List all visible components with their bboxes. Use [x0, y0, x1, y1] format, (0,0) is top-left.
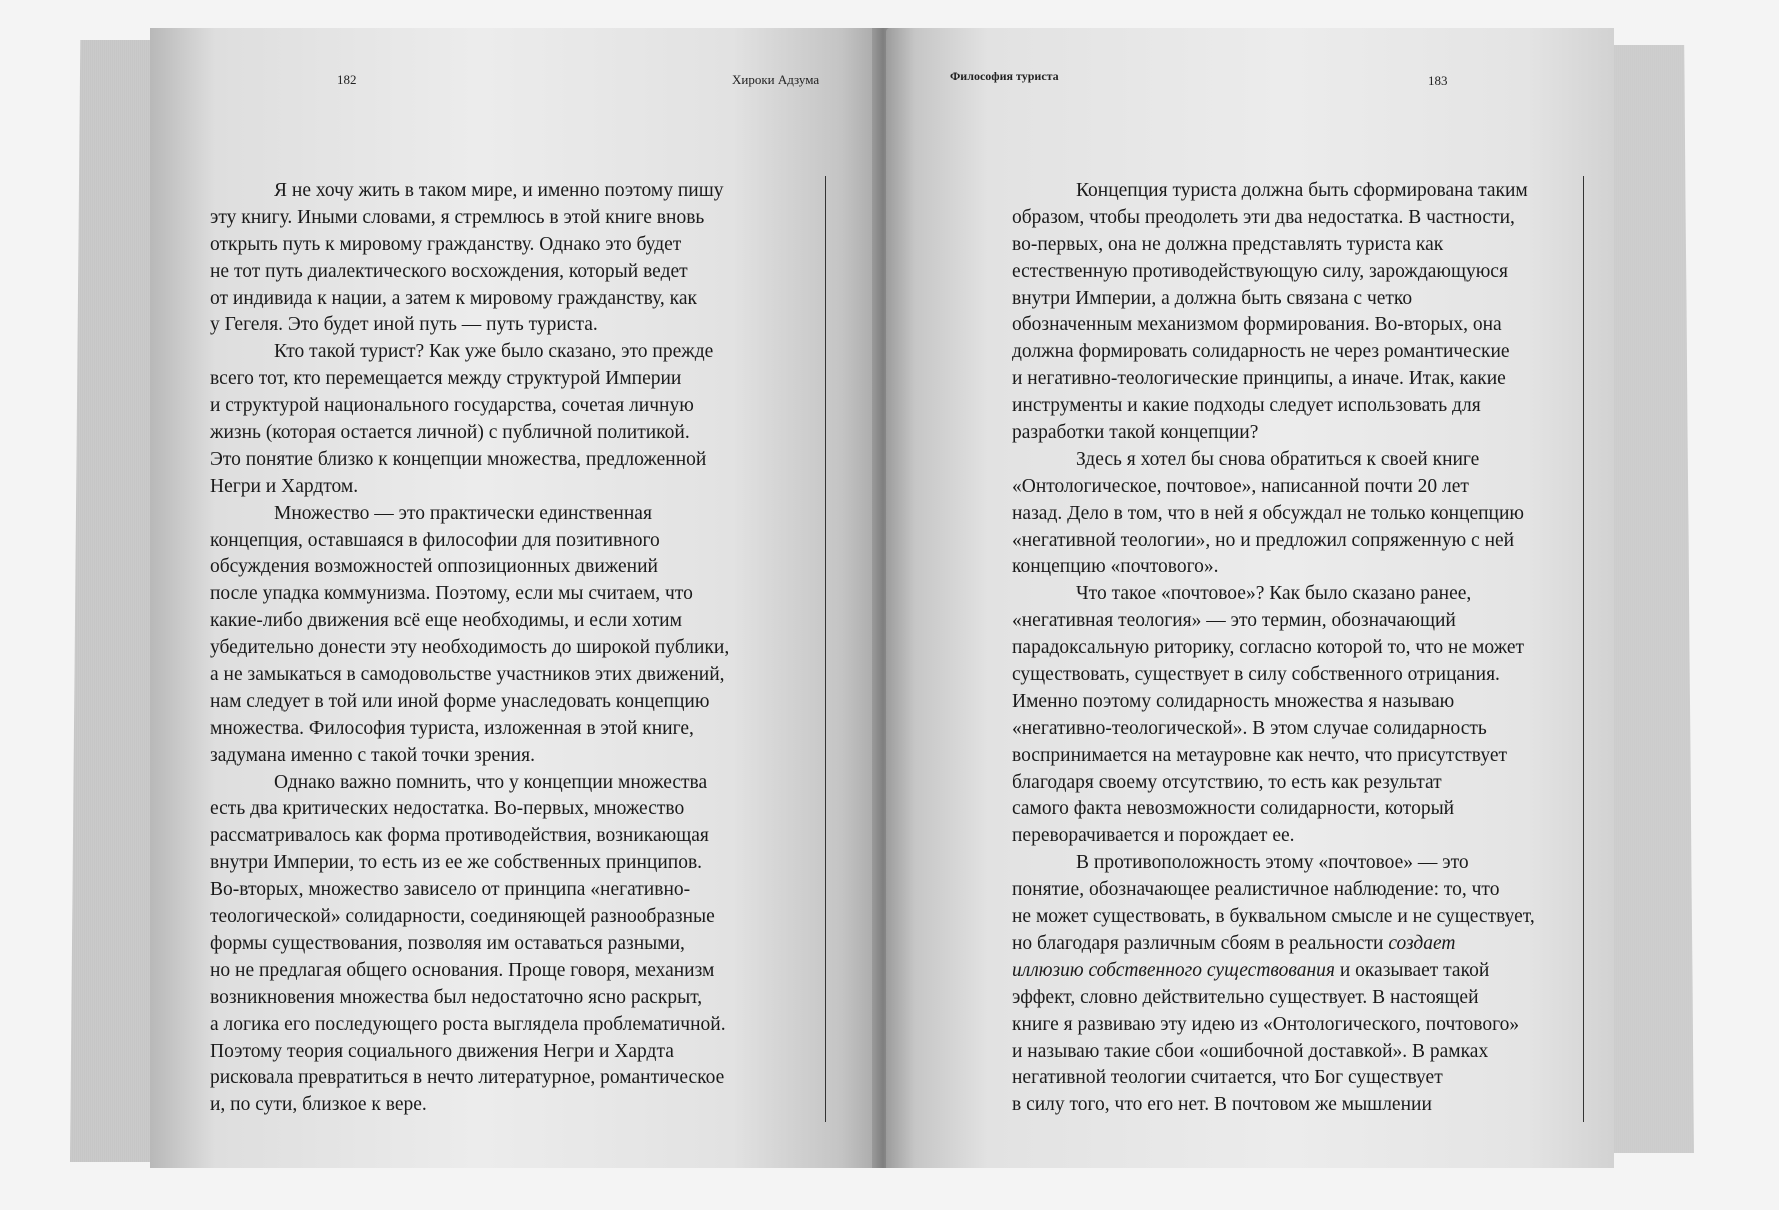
text-line — [1012, 312, 1552, 339]
text-line-content: негативной теологии считается, что Бог существует — [1012, 1067, 1443, 1089]
text-line — [1012, 1039, 1552, 1066]
text-line-content: самого факта невозможности солидарности, который — [1012, 798, 1455, 820]
right-page-body — [1012, 178, 1552, 1119]
text-line — [210, 178, 750, 205]
text-line — [210, 635, 750, 662]
text-line — [210, 286, 750, 313]
text-line — [210, 716, 750, 743]
right-page-stack-edge — [1612, 45, 1694, 1153]
text-line-content: теологической» солидарности, соединяющей разнообразные — [210, 906, 715, 928]
text-line-content: и называю такие сбои «ошибочной доставкой». В рамках — [1012, 1040, 1489, 1062]
text-line — [1012, 205, 1552, 232]
text-line-content: формы существования, позволяя им оставаться разными, — [210, 932, 685, 954]
text-line — [1012, 904, 1552, 931]
text-line — [210, 339, 750, 366]
text-line-content: Здесь я хотел бы снова обратиться к своей книге — [1076, 448, 1480, 470]
text-line — [1012, 635, 1552, 662]
text-line — [210, 1092, 750, 1119]
text-line-content: эту книгу. Иными словами, я стремлюсь в этой книге вновь — [210, 206, 705, 228]
text-line-content: существовать, существует в силу собственного отрицания. — [1012, 664, 1500, 686]
text-line-content: и негативно-теологические принципы, а иначе. Итак, какие — [1012, 368, 1506, 390]
text-line-content: эффект, словно действительно существует. В настоящей — [1012, 986, 1479, 1008]
text-line-content: инструменты и какие подходы следует использовать для — [1012, 395, 1481, 417]
text-line — [1012, 393, 1552, 420]
text-line-content: книге я развиваю эту идею из «Онтологического, почтового» — [1012, 1013, 1520, 1035]
text-line-content: у Гегеля. Это будет иной путь — путь туриста. — [210, 314, 598, 336]
text-line-content: Во-вторых, множество зависело от принципа «негативно- — [210, 879, 691, 901]
text-line — [210, 420, 750, 447]
text-line — [1012, 958, 1552, 985]
text-line — [1012, 501, 1552, 528]
text-line-content: от индивида к нации, а затем к мировому гражданству, как — [210, 287, 697, 309]
text-line-content: Множество — это практически единственная — [274, 502, 652, 524]
text-line — [210, 205, 750, 232]
text-line-content: всего тот, кто перемещается между структурой Империи — [210, 368, 682, 390]
text-line-content: Это понятие близко к концепции множества, предложенной — [210, 448, 707, 470]
text-line — [210, 366, 750, 393]
text-line-content: В противоположность этому «почтовое» — это — [1076, 852, 1469, 874]
right-margin-rule — [1583, 176, 1584, 1122]
text-line — [1012, 770, 1552, 797]
text-line-content: концепцию «почтового». — [1012, 556, 1219, 578]
text-line — [1012, 743, 1552, 770]
text-line — [210, 474, 750, 501]
text-line-content: внутри Империи, а должна быть связана с четко — [1012, 287, 1413, 309]
text-line-content: разработки такой концепции? — [1012, 422, 1259, 444]
text-line — [210, 904, 750, 931]
text-line-content: Я не хочу жить в таком мире, и именно поэтому пишу — [274, 180, 724, 201]
text-line — [210, 608, 750, 635]
right-page — [886, 28, 1614, 1168]
emphasized-text: создает — [1388, 932, 1456, 954]
text-line-content: благодаря своему отсутствию, то есть как результат — [1012, 771, 1442, 793]
text-line-content: обсуждения возможностей оппозиционных движений — [210, 556, 658, 578]
text-line-content: есть два критических недостатка. Во-первых, множество — [210, 798, 685, 820]
text-line — [1012, 985, 1552, 1012]
text-line — [210, 662, 750, 689]
text-line-content: воспринимается на метауровне как нечто, что присутствует — [1012, 744, 1508, 766]
text-line — [210, 958, 750, 985]
text-line-content: должна формировать солидарность не через романтические — [1012, 341, 1510, 363]
text-line-continuation: и оказывает такой — [1334, 959, 1490, 981]
text-line — [1012, 823, 1552, 850]
text-line — [1012, 877, 1552, 904]
text-line-content: понятие, обозначающее реалистичное наблюдение: то, что — [1012, 879, 1500, 901]
text-line-content: не может существовать, в буквальном смысле и не существует, — [1012, 906, 1535, 928]
text-line — [210, 232, 750, 259]
text-line — [210, 743, 750, 770]
text-line-content: Поэтому теория социального движения Негри и Хардта — [210, 1040, 674, 1062]
text-line-content: «негативной теологии», но и предложил сопряженную с ней — [1012, 529, 1515, 551]
text-line — [210, 689, 750, 716]
text-line — [210, 1039, 750, 1066]
text-line — [1012, 1092, 1552, 1119]
text-line-content: рисковала превратиться в нечто литературное, романтическое — [210, 1067, 725, 1089]
right-running-header: Философия туриста — [950, 69, 1059, 83]
text-line-content: и структурой национального государства, сочетая личную — [210, 395, 694, 417]
text-line — [210, 581, 750, 608]
text-line-content: но не предлагая общего основания. Проще говоря, механизм — [210, 959, 715, 981]
text-line — [1012, 474, 1552, 501]
text-line-content: жизнь (которая остается личной) с публичной политикой. — [210, 422, 690, 444]
right-page-number: 183 — [1428, 73, 1448, 88]
text-line — [1012, 1012, 1552, 1039]
text-line-content: Что такое «почтовое»? Как было сказано ранее, — [1076, 583, 1472, 605]
text-line — [210, 501, 750, 528]
text-line — [1012, 554, 1552, 581]
emphasized-text: иллюзию собственного существования — [1012, 959, 1335, 981]
text-line — [1012, 232, 1552, 259]
text-line — [210, 393, 750, 420]
text-line — [210, 1065, 750, 1092]
text-line — [210, 796, 750, 823]
text-line — [1012, 581, 1552, 608]
text-line — [1012, 850, 1552, 877]
text-line — [1012, 420, 1552, 447]
text-line — [1012, 716, 1552, 743]
text-line-content: Негри и Хардтом. — [210, 475, 359, 497]
left-page — [150, 28, 878, 1168]
text-line — [210, 850, 750, 877]
text-line-content: после упадка коммунизма. Поэтому, если мы считаем, что — [210, 583, 693, 605]
text-line — [1012, 366, 1552, 393]
text-line-content: «негативно-теологической». В этом случае солидарность — [1012, 717, 1487, 739]
text-line — [210, 554, 750, 581]
left-margin-rule — [825, 176, 826, 1122]
text-line — [210, 985, 750, 1012]
text-line — [1012, 931, 1552, 958]
left-page-number: 182 — [337, 72, 357, 87]
text-line — [210, 528, 750, 555]
text-line-content: «Онтологическое, почтовое», написанной почти 20 лет — [1012, 475, 1469, 497]
text-line — [1012, 608, 1552, 635]
text-line — [210, 877, 750, 904]
text-line — [1012, 689, 1552, 716]
text-line — [1012, 339, 1552, 366]
text-line — [1012, 1065, 1552, 1092]
text-line — [1012, 286, 1552, 313]
text-line-content: Однако важно помнить, что у концепции множества — [274, 771, 708, 793]
text-line — [1012, 447, 1552, 474]
text-line-content: задумана именно с такой точки зрения. — [210, 744, 535, 766]
text-line-content: Концепция туриста должна быть сформирована таким — [1076, 180, 1528, 201]
text-line-content: в силу того, что его нет. В почтовом же мышлении — [1012, 1094, 1432, 1116]
text-line-content: внутри Империи, то есть из ее же собственных принципов. — [210, 852, 703, 874]
text-line — [1012, 178, 1552, 205]
text-line-content: а не замыкаться в самодовольстве участников этих движений, — [210, 664, 725, 686]
text-line — [1012, 662, 1552, 689]
text-line-content: а логика его последующего роста выглядела проблематичной. — [210, 1013, 726, 1035]
text-line — [210, 1012, 750, 1039]
text-line-content: и, по сути, близкое к вере. — [210, 1094, 427, 1116]
text-line — [1012, 796, 1552, 823]
text-line-content: рассматривалось как форма противодействия, возникающая — [210, 825, 709, 847]
text-line — [210, 770, 750, 797]
text-line — [210, 312, 750, 339]
text-line-content: открыть путь к мировому гражданству. Однако это будет — [210, 233, 682, 255]
text-line-content: переворачивается и порождает ее. — [1012, 825, 1295, 847]
text-line-content: обозначенным механизмом формирования. Во-вторых, она — [1012, 314, 1502, 336]
text-line-content: но благодаря различным сбоям в реальности — [1012, 932, 1389, 954]
text-line-content: возникновения множества был недостаточно ясно раскрыт, — [210, 986, 703, 1008]
text-line-content: нам следует в той или иной форме унаследовать концепцию — [210, 690, 710, 712]
text-line-content: не тот путь диалектического восхождения, который ведет — [210, 260, 688, 282]
text-line-content: Именно поэтому солидарность множества я называю — [1012, 690, 1455, 712]
text-line-content: естественную противодействующую силу, зарождающуюся — [1012, 260, 1508, 282]
text-line-content: убедительно донести эту необходимость до широкой публики, — [210, 637, 730, 659]
left-running-header: Хироки Адзума — [732, 72, 820, 87]
text-line-content: какие-либо движения всё еще необходимы, и если хотим — [210, 610, 682, 632]
text-line-content: назад. Дело в том, что в ней я обсуждал не только концепцию — [1012, 502, 1524, 524]
text-line — [210, 931, 750, 958]
text-line-content: во-первых, она не должна представлять туриста как — [1012, 233, 1444, 255]
text-line-content: образом, чтобы преодолеть эти два недостатка. В частности, — [1012, 206, 1515, 228]
text-line — [1012, 259, 1552, 286]
left-page-body — [210, 178, 750, 1119]
text-line — [210, 259, 750, 286]
text-line — [1012, 528, 1552, 555]
text-line-content: Кто такой турист? Как уже было сказано, это прежде — [274, 341, 714, 363]
text-line-content: «негативная теология» — это термин, обозначающий — [1012, 610, 1456, 632]
text-line-content: множества. Философия туриста, изложенная в этой книге, — [210, 717, 694, 739]
text-line-content: парадоксальную риторику, согласно которой то, что не может — [1012, 637, 1524, 659]
text-line — [210, 447, 750, 474]
text-line — [210, 823, 750, 850]
text-line-content: концепция, оставшаяся в философии для позитивного — [210, 529, 660, 551]
left-page-stack-edge — [70, 40, 156, 1162]
